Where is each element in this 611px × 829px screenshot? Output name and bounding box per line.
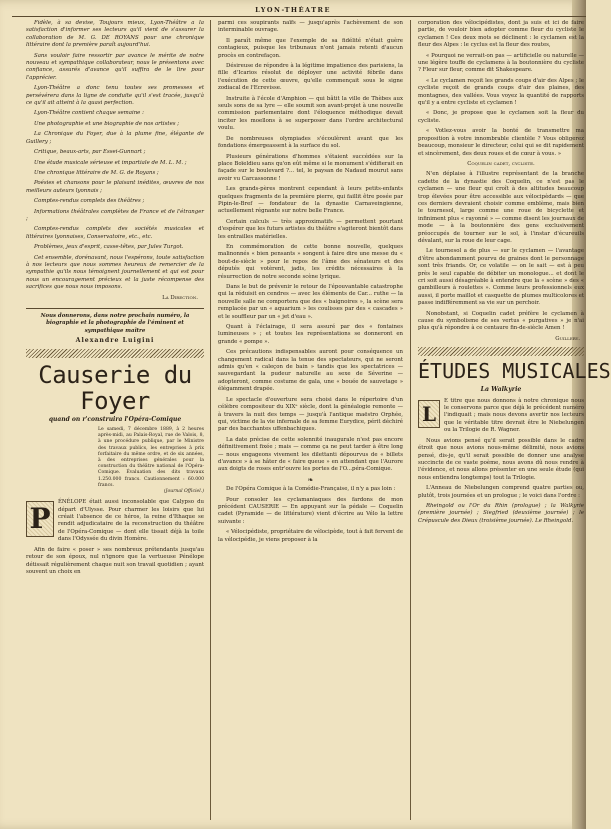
section-title: Causerie du Foyer [38, 360, 192, 415]
paragraph: Problèmes, jeux d'esprit, casse-têtes, par Jules Turgot. [34, 244, 184, 251]
column-divider [210, 20, 211, 820]
paragraph: ÉNÉLOPE était aussi inconsolable que Calypso du départ d'Ulysse. Pour charmer les loisirs que lui créait l'absence de ce héros, la reine d'Ithaque se rendit adjudicataire de la reconstruction du théâtre de l'Opéra-Comique — dont elle tissait déjà la toile dans l'Odyssée du divin Homère. [58, 499, 204, 543]
paragraph: Désireuse de répondre à la légitime impatience des parisiens, la fille d'Icarios résolut de déployer une activité fébrile dans l'exécution de cette œuvre, qu'elle commençait sous le signe zodiacal de l'Ecrevisse. [218, 63, 403, 92]
paragraph: Comptes-rendus complets des théâtres ; [34, 198, 145, 205]
running-head: LYON-THÉATRE [255, 6, 331, 14]
paragraph: Informations théâtrales complètes de France et de l'étranger ; [26, 208, 204, 222]
paragraph: « Pourquoi ne verrait-on pas — artificielle ou naturelle — une légère touffe de cyclamens à la boutonnière du cycliste ? Fleur sur fleur, comme dit Shakespeare. [418, 52, 584, 74]
drop-cap: P [26, 501, 54, 537]
paragraph: En commémoration de cette bonne nouvelle, quelques malinonnés « bien pensants » songent à faire dire une messe du « bout-de-siècle » pour le repos de l'âme des sénateurs et des députés qui votèrent, jadis, les crédits nécessaires à la résurrection de notre seconde scène lyrique. [218, 243, 403, 280]
paragraph: Instruite à l'école d'Amphion — qui bâtit la ville de Thèbes aux seuls sons de sa lyre — elle soumit son avant-projet à une nouvelle commission parlementaire dont l'éloquence méthodique devait inciter les moellons à se superposer dans l'ordre architectural voulu. [218, 95, 403, 132]
paragraph: E titre que nous donnons à notre chronique nous le conservons parce que déjà le précédent numéro l'indiquait ; mais nous devons avertir nos lecteurs que le véritable titre devrait être le Niebelungen ou la Trilogie de R. Wagner. [444, 397, 584, 434]
column-1 [26, 20, 204, 820]
paragraph: Dans le but de prévenir le retour de l'épouvantable catastrophe qui la réduisit en cendres — avec les éléments de Car... ruthe — la nouvelle salle ne comportera que des « baignoires », la scène sera remplacée par un « aquarium » les coulisses par des « cascades » et le souffleur par un « jet d'eau ». [218, 284, 403, 320]
paragraph: L'Anneau de Niebelungen comprend quatre parties ou, plutôt, trois journées et un prologue ; le voici dans l'ordre : [418, 485, 584, 499]
paragraph: « Votlez-vous avoir la bonté de transmettre ma proposition à votre innombrable clientèle ? Vous obligerez beaucoup, monsieur le directeur, celui qui se dit rapidement et sincèrement, des deux roues et de cœur à vous. » [418, 128, 584, 157]
epigraph-source: (Journal Officiel.) [163, 489, 204, 495]
paragraph: Fidèle, à sa devise, Toujours mieux, Lyon-Théâtre a la satisfaction d'informer ses lecteurs qu'il vient de s'assurer la collaboration de M. G. DE ROYANS pour une chronique littéraire dont la première paraît aujourd'hui. [26, 20, 204, 49]
signature: Guillery. [555, 335, 580, 342]
paragraph: Ces précautions indispensables auront pour conséquence un changement radical dans la tenue des spectateurs, qui ne seront admis qu'en « caleçon de bain » tandis que les spectatrices — sauvegardant la pudeur naturelle au sexe de Séverine — adopteront, comme costume de gala, une « bouée de sauvetage » élégamment drapée. [218, 349, 403, 393]
notice-name: Alexandre Luigini [75, 337, 155, 345]
paragraph: Une photographie et une biographie de nos artistes ; [34, 120, 180, 127]
article-start [418, 398, 584, 435]
top-rule [12, 16, 586, 17]
epigraph-text: Le samedi, 7 décembre 1889, à 2 heures après-midi, au Palais-Royal, rue de Valois, 8, à une procédure publique, par le Ministre des travaux publics, les entreprises à prix forfaitaire du même ordre, et de six années, à des entreprises générales pour la construction du théâtre national de l'Opéra-Comique. Évaluation des dits travaux 1.250.000 francs. Cautionnement : 60.000 francs. [98, 427, 204, 488]
column-divider [410, 20, 411, 820]
paragraph: Il paraît même que l'exemple de sa fidélité n'était guère contagieux, puisque les tribunaux n'ont jamais retenti d'aucun procès en contrefaçon. [218, 37, 403, 59]
paragraph: Une étude musicale sérieuse et impartiale de M. L. M. ; [34, 159, 187, 166]
paragraph: Comptes-rendus complets des sociétés musicales et littéraires lyonnaises, Conservatoire, etc., etc. [26, 226, 204, 240]
paragraph: Rheingold ou l'Or du Rhin (prologue) ; la Walkyrie (première journée) ; Siegfried (deuxième journée) ; le Crépuscule des Dieux (troisième journée). Le Rheingold. [418, 502, 584, 524]
paragraph: Poésies et chansons pour le plaisant inédites, œuvres de nos meilleurs auteurs lyonnais ; [26, 180, 204, 194]
paragraph: De l'Opéra Comique à la Comédie-Française, il n'y a pas loin : [226, 486, 396, 493]
paragraph: N'en déplaise à l'illustre représentant de la branche cadette de la dynastie des Coquelin, ce n'est pas le cyclamen — une fleur qui croît à des altitudes beaucoup trop élevées pour être accessible aux vélocipèdards — que ces derniers devraient choisir comme emblème, mais bien le tournesol, large comme une roue de bicyclette et infiniment plus « rayonné » — comme disent les journaux de mode — à la boutonnière des gens exclusivement préoccupés de tourner sur le sol, à l'instar d'écureuils dévalant, sur la roue de leur cage. [418, 171, 584, 244]
hatched-rule [418, 347, 584, 356]
hatched-rule [26, 349, 204, 358]
paragraph: Cet ensemble, dorénavant, nous l'espérons, toute satisfaction à nos lecteurs que nous sommes heureux de remercier de la sympathie qu'ils nous témoignent journellement et qui est pour nous un encouragement précieux et la juste récompense des sacrifices que nous nous imposons. [26, 254, 204, 291]
paragraph: Certain calculs — très approximatifs — permettent pourtant d'espérer que les futurs artistes du théâtre s'agiteront bientôt dans les entrailles matérielles. [218, 218, 403, 240]
article-start [26, 499, 204, 543]
paragraph: La Chronique du Foyer, due à la plume fine, élégante de Guillery ; [26, 131, 204, 145]
paragraph: Lyon-Théâtre contient chaque semaine : [34, 110, 144, 117]
divider [26, 308, 204, 309]
signature: Coquelin cadet, cycliste. [467, 160, 535, 167]
paragraph: parmi ces soupirants naïfs — jusqu'après l'achèvement de son interminable ouvrage. [218, 20, 403, 34]
paragraph: Critique, beaux-arts, par Essei-Gunnart ; [34, 149, 146, 156]
paragraph: Sans vouloir faire ressortir par avance le mérite de notre nouveau et sympathique collaborateur, nous le présentons avec confiance, assurés d'avance qu'il suffira de le lire pour l'apprécier. [26, 52, 204, 81]
paragraph: Afin de faire « poser » ses nombreux prétendants jusqu'au retour de son époux, nul n'ignore que la vertueuse Pénélope détissait régulièrement chaque nuit son travail quotidien ; ayant souvent un choix en [26, 546, 204, 575]
section-subtitle: La Walkyrie [480, 386, 522, 394]
paragraph: Le spectacle d'ouverture sera choisi dans le répertoire d'un célèbre compositeur du XIXᵉ siècle, dont la généalogie remonte — à travers la nuit des temps — jusqu'à l'antique maëstro Orphée, qui, victime de la vie infernale de sa femme Eurydice, périt déchiré par des bacchantes uffenbachiques. [218, 396, 403, 433]
paragraph: Nonobstant, si Coquelin cadet préfère le cyclamen à cause du symbolisme de ses vertus « purgatives » je n'ai plus qu'à répondre à ce centaure fin-de-siècle Amen ! [418, 310, 584, 332]
column-2 [218, 20, 403, 820]
paragraph: Lyon-Théâtre a donc tenu toutes ses promesses et persévérera dans la ligne de conduite qu'il s'est tracée, jusqu'à ce qu'il ait atteint à la quasi perfection. [26, 85, 204, 107]
paragraph: « Vélocipédiste, propriétaire de vélocipède, tout à fait fervent de la vélocipédie, je viens proposer à la [218, 529, 403, 543]
notice: Nous donnerons, dans notre prochain numéro, la biographie et la photographie de l'éminent et sympathique maître [40, 313, 190, 334]
column-3 [418, 20, 611, 820]
paragraph: corporation des vélocipédistes, dont ja suis et ici de faire partie, de vouloir bien adopter comme fleur du cycliste le cyclamen ! Ces deux mots se déclinent : le cyclamen est la fleur des Alpes : le cyclus est la fleur des routes, [418, 20, 584, 49]
ornament-icon: ❧ [307, 475, 314, 484]
paragraph: « Donc, je propose que le cyclamen soit la fleur du cycliste. [418, 110, 584, 124]
epigraph [98, 427, 204, 495]
paragraph: Une chronique littéraire de M. G. de Royans ; [34, 169, 159, 176]
paragraph: La date précise de cette solennité inaugurale n'est pas encore définitivement fixée ; mais — comme ça ne peut tarder à être long — nous engageons vivement les dilettanti dépourvus de « billets d'avance » à se hâter de « faire queue » en attendant que l'Aurore aux doigts de roses entr'ouvre les portes de l'O...péra-Comique. [218, 436, 403, 473]
signature: La Direction. [162, 294, 198, 301]
paragraph: Le tournesol a de plus — sur le cyclamen — l'avantage d'être abondamment pourvu de graines dont le personnage sont très friands. Or, ce volatile — on le sait — est à peu près le seul capable de débiter un monologue... et dont le cri soit aussi désagréable à entendre que la « scène » des « gambilleurs à roulettes ». Comme leurs professionnels eux aussi, il porte maillot et casquette de plumes multicolores et passe indifféremment sa vie sur un perchoir. [418, 248, 584, 307]
paragraph: « Le cyclamen reçoit les grands coups d'air des Alpes ; le cycliste reçoit de grands coups d'air des plaines, des montagnes, des vallées. Vous voyez la quantité de rapports qu'il y a entre cycliste et cyclamen ! [418, 77, 584, 107]
paragraph: Nous avions pensé qu'il serait possible dans le cadre étroit que nous avions nous-même délimité, nous avions pensé, dis-je, qu'il serait possible de donner une analyse succincte de ce vaste poème, nous avons dû nous rendre à l'évidence, et nous allons présenter en une seule étude (qui nous entiendra longtemps) tout la Trilogie. [418, 437, 584, 481]
paragraph: Plusieurs générations d'hommes s'étaient succédées sur la place Boïeldieu sans qu'on eût même si le monument s'édifierait en façade sur le boulevard ?... tel, le paysan de Nadaud mourut sans avoir vu Carcassonne ! [218, 153, 403, 182]
section-subtitle: quand on r'construira l'Opéra-Comique [48, 415, 182, 423]
paragraph: De nombreuses olympiades s'écoulèrent avant que les fondations émergeassent à la surface du sol. [218, 135, 403, 150]
paragraph: Quant à l'éclairage, il sera assuré par des « fontaines lumineuses » ; et toutes les représentations se donneront en grande « pompe ». [218, 324, 403, 345]
paragraph: Pour consoler les cyclamaniaques des fardons de mon précédent CAUSERIE — En appuyant sur la pédale — Coquelin cadet (Pyramide — de littérature) vient d'écrire au Vélo la lettre suivante : [218, 496, 403, 525]
paragraph: Les grands-pères montrent cependant à leurs petits-enfants quelques fragments de la première pierre, qui faillit être posée par Pipin-le-Bref — fondateur de la dynastie Carnaveingienne, actuellement régnante sur notre belle France. [218, 186, 403, 215]
section-title: ÉTUDES MUSICALES [418, 359, 611, 384]
announcement [26, 20, 204, 292]
drop-cap: L [418, 400, 440, 428]
